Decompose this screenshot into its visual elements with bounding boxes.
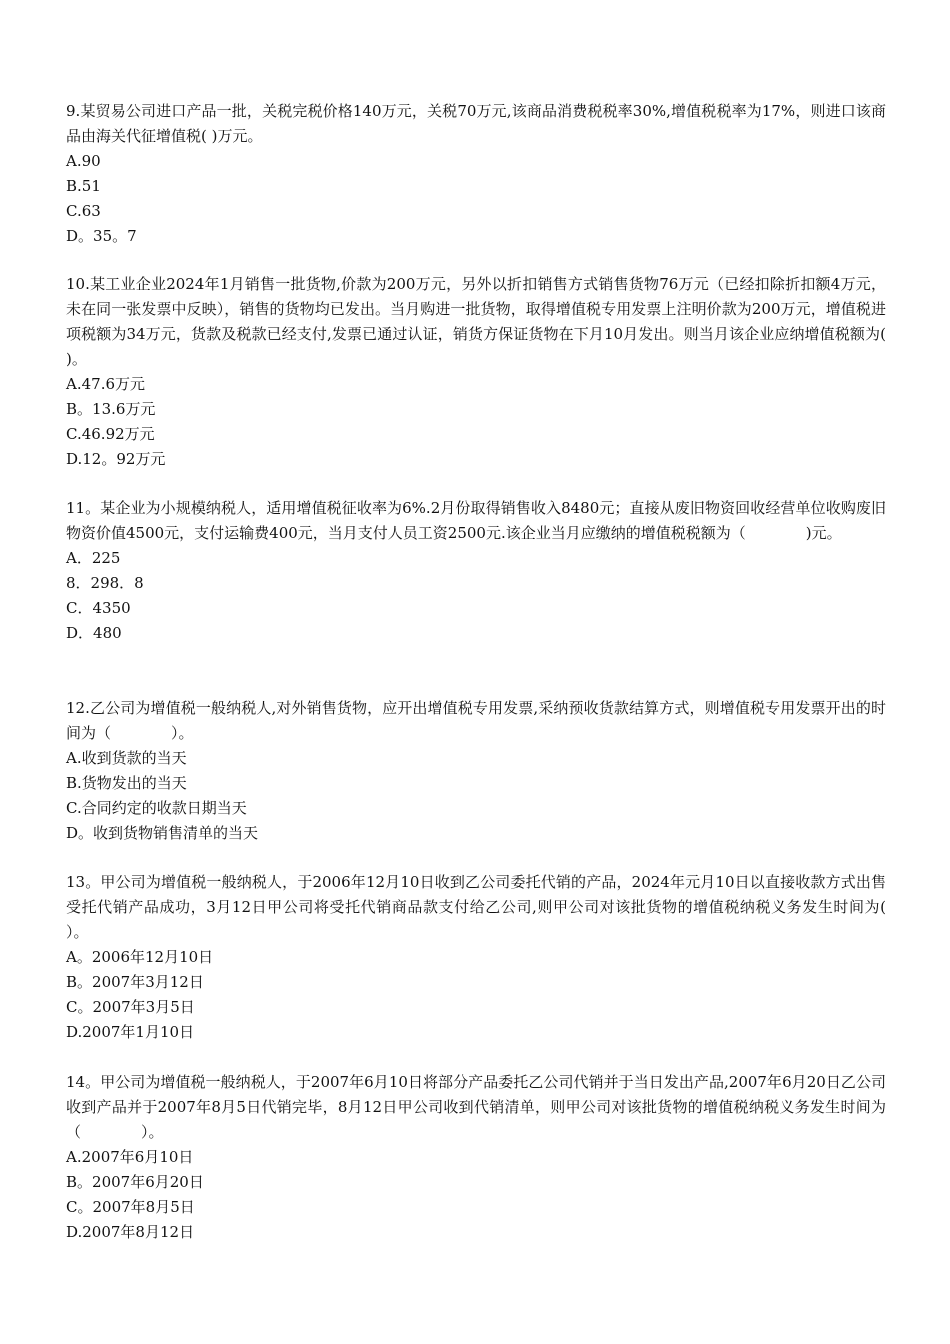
question-stem: 12.乙公司为增值税一般纳税人,对外销售货物，应开出增值税专用发票,采纳预收货款结算方式，则增值税专用发票开出的时间为（ ）。 bbox=[66, 699, 886, 742]
option-a: A．225 bbox=[66, 549, 121, 567]
option-b: B。2007年3月12日 bbox=[66, 973, 204, 991]
option-d: D。35。7 bbox=[66, 227, 137, 245]
option-list bbox=[66, 746, 886, 846]
question-14 bbox=[66, 1070, 886, 1245]
option-c: C.46.92万元 bbox=[66, 425, 155, 443]
option-list bbox=[66, 149, 886, 249]
option-list bbox=[66, 546, 886, 646]
option-c: C。2007年3月5日 bbox=[66, 998, 195, 1016]
question-11 bbox=[66, 496, 886, 646]
option-a: A.90 bbox=[66, 152, 101, 170]
option-c: C.合同约定的收款日期当天 bbox=[66, 799, 247, 817]
question-13 bbox=[66, 870, 947, 1045]
option-list bbox=[66, 1145, 886, 1245]
question-stem: 9.某贸易公司进口产品一批，关税完税价格140万元，关税70万元,该商品消费税税率30%,增值税税率为17%，则进口该商品由海关代征增值税( )万元。 bbox=[66, 102, 886, 145]
question-10 bbox=[66, 272, 891, 472]
option-a: A.47.6万元 bbox=[66, 375, 145, 393]
option-list bbox=[66, 372, 886, 472]
option-c: C．4350 bbox=[66, 599, 131, 617]
option-list bbox=[66, 945, 886, 1045]
question-stem: 13。甲公司为增值税一般纳税人，于2006年12月10日收到乙公司委托代销的产品，2024年元月10日以直接收款方式出售受托代销产品成功，3月12日甲公司将受托代销商品款支付给乙公司,则甲公司对该批货物的增值税纳税义务发生时间为( ）。 bbox=[66, 873, 947, 941]
question-stem: 14。甲公司为增值税一般纳税人，于2007年6月10日将部分产品委托乙公司代销并于当日发出产品,2007年6月20日乙公司收到产品并于2007年8月5日代销完毕，8月12日甲公司收到代销清单，则甲公司对该批货物的增值税纳税义务发生时间为（ ）。 bbox=[66, 1073, 886, 1141]
question-stem: 11。某企业为小规模纳税人，适用增值税征收率为6%.2月份取得销售收入8480元；直接从废旧物资回收经营单位收购废旧物资价值4500元，支付运输费400元，当月支付人员工资2500元.该企业当月应缴纳的增值税税额为（ )元。 bbox=[66, 499, 886, 542]
option-d: D.2007年8月12日 bbox=[66, 1223, 195, 1241]
question-9 bbox=[66, 99, 886, 249]
option-b: B.货物发出的当天 bbox=[66, 774, 187, 792]
option-d: D.12。92万元 bbox=[66, 450, 166, 468]
option-b: B。13.6万元 bbox=[66, 400, 156, 418]
option-a: A.2007年6月10日 bbox=[66, 1148, 194, 1166]
option-d: D。收到货物销售清单的当天 bbox=[66, 824, 259, 842]
option-d: D．480 bbox=[66, 624, 122, 642]
option-a: A。2006年12月10日 bbox=[66, 948, 214, 966]
option-b: B。2007年6月20日 bbox=[66, 1173, 204, 1191]
question-stem: 10.某工业企业2024年1月销售一批货物,价款为200万元，另外以折扣销售方式销售货物76万元（已经扣除折扣额4万元，未在同一张发票中反映），销售的货物均已发出。当月购进一批货物，取得增值税专用发票上注明价款为200万元，增值税进项税额为34万元，货款及税款已经支付,发票已通过认证，销货方保证货物在下月10月发出。则当月该企业应纳增值税额为( )。 bbox=[66, 275, 891, 368]
option-c: C。2007年8月5日 bbox=[66, 1198, 195, 1216]
option-a: A.收到货款的当天 bbox=[66, 749, 187, 767]
option-d: D.2007年1月10日 bbox=[66, 1023, 195, 1041]
option-b: 8．298．8 bbox=[66, 574, 144, 592]
option-b: B.51 bbox=[66, 177, 101, 195]
question-12 bbox=[66, 696, 886, 846]
option-c: C.63 bbox=[66, 202, 101, 220]
